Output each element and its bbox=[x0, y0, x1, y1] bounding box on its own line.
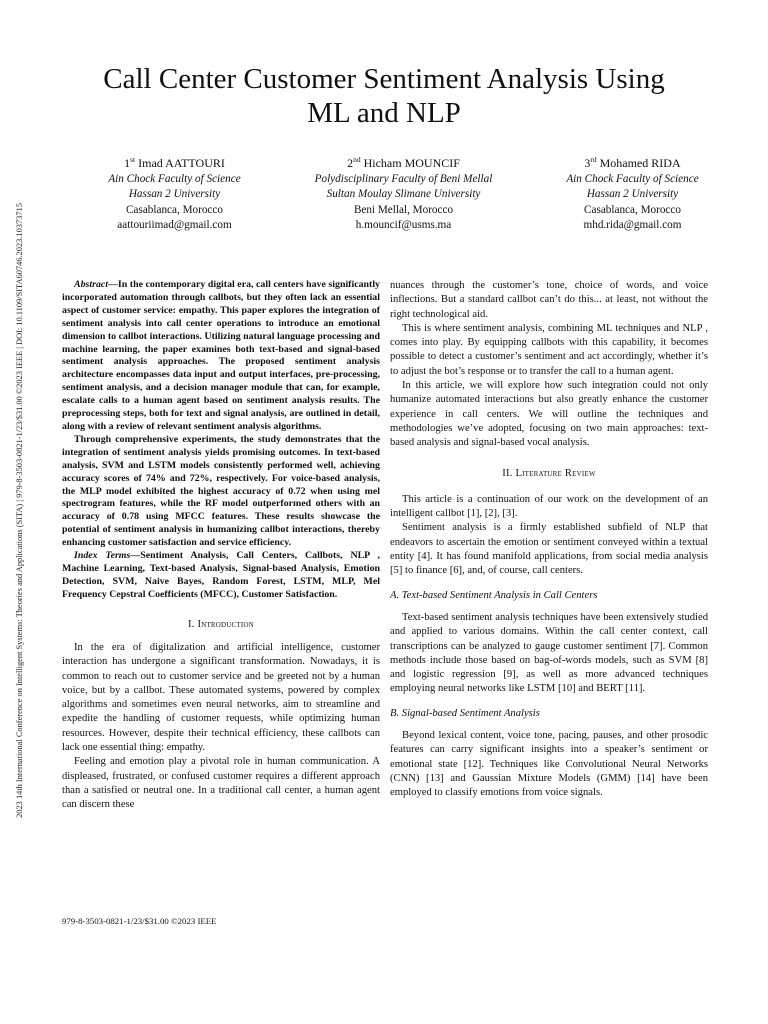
index-terms-lead: Index Terms bbox=[74, 550, 131, 562]
author-1-name: Imad AATTOURI bbox=[138, 156, 225, 170]
left-column bbox=[62, 279, 380, 813]
copyright-footer: 979-8-3503-0821-1/23/$31.00 ©2023 IEEE bbox=[62, 916, 217, 926]
author-2-city: Beni Mellal, Morocco bbox=[353, 203, 454, 216]
lit-number: II. bbox=[502, 467, 513, 479]
abstract-text-1: —In the contemporary digital era, call centers have significantly incorporated automation through callbots, but they often lack an essential aspect of customer service: empathy. This paper explores the integration of sentiment analysis into call center operations to introduce an emotional dimension to callbot interactions. Utilizing natural language processing and machine learning, the paper examines both text-based and signal-based sentiment analysis approaches. The proposed sentiment analysis architecture encompasses data input and output interfaces, pre-processing, sentiment analysis, and a decision manager module that can, for example, escalate calls to a human agent based on sentiment analysis results. The preprocessing steps, both for text and signal analysis, are outlined in detail, along with a review of relevant sentiment analysis algorithms. bbox=[62, 279, 380, 432]
abstract-paragraph-2: Through comprehensive experiments, the study demonstrates that the integration of sentiment analysis yields promising outcomes. In text-based analysis, SVM and LSTM models consistently performed well, achieving accuracy scores of 74% and 72%, respectively. For voice-based analysis, the MLP model exhibited the highest accuracy of 0.72 when using mel spectrogram features, while the RF model outperformed others with an accuracy of 0.78 using MFCC features. These results showcase the potential of sentiment analysis in humanizing callbot interactions, thereby enhancing customer satisfaction and service efficiency. bbox=[62, 433, 380, 549]
right-column bbox=[390, 279, 708, 801]
abstract-paragraph-1 bbox=[62, 279, 380, 434]
author-2-ord: 2 bbox=[347, 156, 354, 170]
author-2-aff2: Sultan Moulay Slimane University bbox=[326, 188, 481, 200]
author-1-email: aattouriimad@gmail.com bbox=[117, 219, 232, 231]
intro-number: I. bbox=[188, 618, 195, 630]
author-2-name: Hicham MOUNCIF bbox=[363, 156, 460, 170]
author-2-aff1: Polydisciplinary Faculty of Beni Mellal bbox=[314, 172, 493, 185]
text-based-paragraph: Text-based sentiment analysis techniques have been extensively studied and applied to various domains. Within the call center context, call transcriptions can be analyzed to gauge customer sentiment [7]. Common methods include those based on bag-of-words models, such as SVM [8] and logistic regression [9], as well as more advanced techniques employing neural networks like LSTM [10] and BERT [11]. bbox=[390, 611, 708, 695]
intro-paragraph-2: Feeling and emotion play a pivotal role in human communication. A displeased, frustrated, or confused customer requires a different approach than a satisfied or neutral one. In a traditional call center, a human agent can discern these bbox=[62, 756, 380, 811]
author-3-name: Mohamed RIDA bbox=[599, 156, 681, 170]
author-1 bbox=[60, 152, 289, 234]
section-heading-literature-review bbox=[390, 467, 708, 481]
signal-based-paragraph: Beyond lexical content, voice tone, pacing, pauses, and other prosodic features can carry significant insights into a speaker’s sentiment or emotional state [12]. Techniques like Convolutional Neural Networks (CNN) [13] and Gaussian Mixture Models (GMM) [14] have been employed to classify emotions from voice signals. bbox=[390, 730, 708, 799]
right-paragraph-1: nuances through the customer’s tone, choice of words, and voice inflections. But a standard callbot can’t do this... at least, not without the right technological aid. bbox=[390, 280, 708, 320]
intro-paragraph-1: In the era of digitalization and artificial intelligence, customer interaction has undergone a significant transformation. Nowadays, it is common to reach out to customer service and be greeted not by a human voice, but by a callbot. These automated systems, powered by complex algorithms and sometimes even neural networks, aim to streamline and expedite the handling of customer requests, while optimizing human resources. However, despite their technical efficiency, these callbots can lack one essential thing: empathy. bbox=[62, 641, 380, 754]
intro-heading: Introduction bbox=[197, 618, 254, 630]
subsection-heading-signal-based: B. Signal-based Sentiment Analysis bbox=[390, 707, 540, 719]
paper-title bbox=[50, 62, 718, 130]
author-3-sup: rd bbox=[590, 155, 597, 164]
lit-heading: Literature Review bbox=[515, 467, 596, 479]
right-paragraph-3: In this article, we will explore how such integration could not only humanize automated interactions but also greatly enhance the customer experience in call centers. We will outline the techniques and methodologies we’ve adopted, focusing on two main approaches: text-based analysis and signal-based vocal analysis. bbox=[390, 380, 708, 449]
right-paragraph-2: This is where sentiment analysis, combining ML techniques and NLP , comes into play. By equipping callbots with this capability, it becomes possible to detect a customer’s sentiment and act accordingly, whether it’s to adjust the bot’s response or to transfer the call to a human agent. bbox=[390, 322, 708, 377]
index-terms bbox=[62, 550, 380, 602]
author-1-city: Casablanca, Morocco bbox=[126, 203, 223, 216]
author-1-sup: st bbox=[130, 155, 136, 164]
author-1-ord: 1 bbox=[124, 156, 131, 170]
author-1-aff1: Ain Chock Faculty of Science bbox=[108, 172, 241, 185]
author-block bbox=[60, 152, 748, 234]
title-line-2: ML and NLP bbox=[307, 97, 461, 129]
abstract bbox=[62, 279, 380, 602]
abstract-lead: Abstract bbox=[74, 279, 109, 290]
author-3-ord: 3 bbox=[584, 156, 591, 170]
author-2-email: h.mouncif@usms.ma bbox=[355, 219, 452, 231]
author-2 bbox=[289, 152, 518, 234]
title-line-1: Call Center Customer Sentiment Analysis Using bbox=[103, 63, 665, 95]
subsection-heading-text-based: A. Text-based Sentiment Analysis in Call Centers bbox=[390, 589, 598, 601]
index-terms-text: —Sentiment Analysis, Call Centers, Callbots, NLP , Machine Learning, Text-based Analysis, Signal-based Analysis, Emotion Detection, SVM, Naive Bayes, Random Forest, LSTM, MLP, Mel Frequency Cepstral Coefficients (MFCC), Customer Satisfaction. bbox=[62, 550, 380, 600]
author-3-city: Casablanca, Morocco bbox=[584, 203, 681, 216]
lit-paragraph-1: This article is a continuation of our work on the development of an intelligent callbot [1], [2], [3]. bbox=[390, 493, 708, 520]
lit-paragraph-2: Sentiment analysis is a firmly established subfield of NLP that endeavors to ascertain the emotion or sentiment conveyed within a textual entity [4]. It has found manifold applications, from social media analysis [5] to finance [6], and, of course, call centers. bbox=[390, 522, 708, 577]
doi-sidebar-text: 2023 14th International Conference on Intelligent Systems: Theories and Applications (SITA) | 979-8-3503-0821-1/23/$31.00 ©2023 IEEE | DOI: 10.1109/SITA60746.2023.10373715 bbox=[14, 202, 24, 818]
doi-sidebar bbox=[10, 130, 28, 890]
author-3-email: mhd.rida@gmail.com bbox=[583, 219, 682, 231]
author-1-aff2: Hassan 2 University bbox=[128, 188, 221, 200]
author-3 bbox=[518, 152, 747, 234]
author-3-aff2: Hassan 2 University bbox=[586, 188, 679, 200]
author-3-aff1: Ain Chock Faculty of Science bbox=[566, 172, 699, 185]
section-heading-introduction bbox=[62, 618, 380, 632]
author-2-sup: nd bbox=[353, 155, 361, 164]
